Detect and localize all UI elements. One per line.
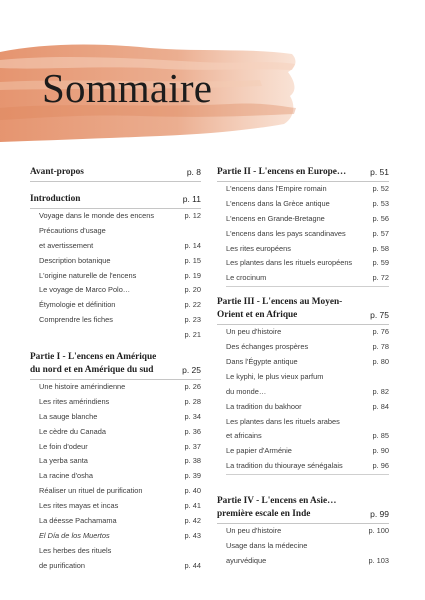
entry-page: p. 78 — [372, 342, 389, 352]
toc-entry[interactable] — [226, 355, 389, 370]
toc-entry[interactable] — [39, 410, 201, 425]
entry-page: p. 57 — [372, 228, 389, 238]
entry-page: p. 39 — [184, 471, 201, 481]
partie-2-items — [217, 182, 389, 287]
entry-page: p. 41 — [184, 501, 201, 511]
toc-entry[interactable] — [226, 385, 389, 400]
section-page: p. 11 — [182, 194, 201, 204]
entry-page: p. 42 — [184, 516, 201, 526]
toc-entry[interactable] — [226, 256, 389, 271]
toc-section-partie-4[interactable] — [217, 495, 389, 524]
entry-title: et africains — [226, 431, 262, 441]
section-page: p. 51 — [370, 167, 389, 177]
toc-entry[interactable] — [226, 539, 389, 554]
entry-page: p. 36 — [184, 426, 201, 436]
entry-title: du monde… — [226, 386, 267, 396]
toc-entry[interactable] — [226, 182, 389, 197]
entry-title: ayurvédique — [226, 555, 267, 565]
entry-title: La yerba santa — [39, 456, 88, 466]
section-title — [30, 351, 156, 377]
toc-section-partie-2[interactable] — [217, 164, 389, 182]
section-page: p. 8 — [186, 167, 201, 177]
entry-page: p. 103 — [368, 555, 389, 565]
entry-title: La tradition du thiouraye sénégalais — [226, 461, 343, 471]
toc-entry[interactable] — [226, 459, 389, 475]
entry-title: La sauge blanche — [39, 411, 98, 421]
entry-page: p. 34 — [184, 411, 201, 421]
toc-entry[interactable] — [226, 554, 389, 569]
section-title: Partie II - L'encens en Europe… — [217, 167, 347, 177]
section-title-line-2: du nord et en Amérique du sud — [30, 365, 154, 376]
entry-title: Les rites européens — [226, 243, 291, 253]
section-title-line-1: Partie III - L'encens au Moyen- — [217, 297, 343, 308]
toc-entry[interactable] — [39, 395, 201, 410]
entry-page: p. 59 — [372, 258, 389, 268]
entry-title: Le kyphi, le plus vieux parfum — [226, 371, 324, 381]
entry-title: Précautions d'usage — [39, 225, 106, 235]
entry-title: L'encens dans la Grèce antique — [226, 198, 330, 208]
toc-entry[interactable] — [39, 469, 201, 484]
toc-entry[interactable] — [226, 370, 389, 385]
toc-entry[interactable] — [39, 209, 201, 224]
entry-title: L'encens en Grande-Bretagne — [226, 213, 325, 223]
entry-title: L'origine naturelle de l'encens — [39, 270, 137, 280]
toc-entry[interactable] — [39, 328, 201, 343]
entry-page: p. 28 — [184, 396, 201, 406]
entry-page: p. 52 — [372, 183, 389, 193]
entry-title: El Día de los Muertos — [39, 530, 110, 540]
toc-entry[interactable] — [39, 239, 201, 254]
entry-title: Le papier d'Arménie — [226, 446, 292, 456]
toc-entry[interactable] — [226, 340, 389, 355]
entry-title: et avertissement — [39, 240, 94, 250]
entry-page: p. 82 — [372, 386, 389, 396]
toc-left-column — [30, 164, 201, 574]
toc-entry[interactable] — [226, 415, 389, 430]
entry-title: Le crocinum — [226, 273, 267, 283]
entry-page: p. 20 — [184, 285, 201, 295]
entry-title: Usage dans la médecine — [226, 541, 308, 551]
entry-page: p. 14 — [184, 240, 201, 250]
entry-page: p. 76 — [372, 327, 389, 337]
section-title: Avant-propos — [30, 167, 84, 177]
toc-right-column — [217, 164, 389, 569]
introduction-items — [30, 209, 201, 343]
entry-title: Une histoire amérindienne — [39, 382, 126, 391]
toc-entry[interactable] — [39, 224, 201, 239]
toc-entry[interactable] — [39, 254, 201, 269]
entry-title: Étymologie et définition — [39, 300, 116, 310]
entry-title: La déesse Pachamama — [39, 516, 117, 526]
section-page: p. 99 — [370, 509, 389, 520]
entry-title: Le voyage de Marco Polo… — [39, 285, 131, 295]
entry-page: p. 21 — [184, 330, 201, 340]
entry-page: p. 58 — [372, 243, 389, 253]
toc-entry[interactable] — [39, 529, 201, 544]
entry-title: Les rites mayas et incas — [39, 501, 119, 511]
entry-page: p. 53 — [372, 198, 389, 208]
entry-page: p. 80 — [372, 357, 389, 366]
section-title: Introduction — [30, 194, 81, 204]
entry-page: p. 22 — [184, 300, 201, 310]
entry-title: Des échanges prospères — [226, 342, 309, 352]
entry-page: p. 44 — [184, 560, 201, 570]
entry-page: p. 23 — [184, 315, 201, 325]
section-title — [217, 495, 336, 521]
toc-section-introduction[interactable] — [30, 191, 201, 209]
toc-section-avant-propos[interactable] — [30, 164, 201, 182]
entry-title: Les herbes des rituels — [39, 545, 112, 555]
toc-entry[interactable] — [226, 444, 389, 459]
entry-page: p. 85 — [372, 431, 389, 441]
entry-title: Réaliser un rituel de purification — [39, 486, 143, 496]
page-title: Sommaire — [42, 65, 213, 111]
toc-entry[interactable] — [39, 499, 201, 514]
entry-page: p. 38 — [184, 456, 201, 466]
toc-entry[interactable] — [226, 325, 389, 340]
section-title — [217, 296, 342, 322]
entry-title: La racine d'osha — [39, 471, 94, 481]
toc-entry[interactable] — [226, 212, 389, 227]
entry-title: Voyage dans le monde des encens — [39, 210, 155, 220]
entry-title: Le foin d'odeur — [39, 441, 88, 451]
entry-page: p. 56 — [372, 213, 389, 223]
entry-title: Les plantes dans les rituels européens — [226, 258, 353, 268]
entry-title: Un peu d'histoire — [226, 526, 282, 536]
toc-entry[interactable] — [226, 400, 389, 415]
toc-entry[interactable] — [39, 544, 201, 559]
entry-title: Les plantes dans les rituels arabes — [226, 416, 340, 426]
toc-entry[interactable] — [39, 269, 201, 284]
toc-entry[interactable] — [39, 313, 201, 328]
entry-page: p. 84 — [372, 401, 389, 411]
toc-entry[interactable] — [39, 559, 201, 574]
section-page: p. 25 — [182, 365, 201, 376]
entry-title: L'encens dans l'Empire romain — [226, 183, 327, 193]
section-title-line-2: Orient et en Afrique — [217, 310, 298, 321]
toc-entry[interactable] — [226, 227, 389, 242]
toc-entry[interactable] — [226, 429, 389, 444]
toc-entry[interactable] — [39, 425, 201, 440]
entry-title: Dans l'Égypte antique — [226, 357, 298, 366]
entry-title: Un peu d'histoire — [226, 327, 282, 337]
toc-entry[interactable] — [226, 524, 389, 539]
entry-title: Comprendre les fiches — [39, 315, 113, 325]
toc-entry[interactable] — [39, 380, 201, 395]
entry-page: p. 96 — [372, 461, 389, 471]
section-title-line-2: première escale en Inde — [217, 509, 311, 520]
entry-page: p. 100 — [368, 526, 389, 536]
partie-4-items — [217, 524, 389, 569]
entry-page: p. 19 — [184, 270, 201, 280]
toc-section-partie-1[interactable] — [30, 351, 201, 380]
section-page: p. 75 — [370, 310, 389, 321]
entry-page: p. 43 — [184, 530, 201, 540]
toc-entry[interactable] — [39, 514, 201, 529]
section-title-line-1: Partie IV - L'encens en Asie… — [217, 496, 337, 507]
entry-page: p. 12 — [184, 210, 201, 220]
entry-title: La tradition du bakhoor — [226, 401, 302, 411]
toc-entry[interactable] — [226, 242, 389, 257]
entry-page: p. 15 — [184, 255, 201, 265]
entry-title: Le cèdre du Canada — [39, 426, 106, 436]
toc-entry[interactable] — [39, 440, 201, 455]
entry-page: p. 37 — [184, 441, 201, 451]
entry-page: p. 90 — [372, 446, 389, 456]
entry-title: Les rites amérindiens — [39, 396, 110, 406]
toc-section-partie-3[interactable] — [217, 296, 389, 325]
entry-page: p. 72 — [372, 273, 389, 283]
entry-title: de purification — [39, 560, 86, 570]
entry-title: L'encens dans les pays scandinaves — [226, 228, 346, 238]
toc-entry[interactable] — [39, 283, 201, 298]
toc-entry[interactable] — [39, 484, 201, 499]
toc-entry[interactable] — [226, 197, 389, 212]
entry-page: p. 26 — [184, 382, 201, 391]
toc-entry[interactable] — [226, 271, 389, 287]
section-title-line-1: Partie I - L'encens en Amérique — [30, 352, 157, 363]
toc-entry[interactable] — [39, 298, 201, 313]
toc-entry[interactable] — [39, 454, 201, 469]
entry-title: Description botanique — [39, 255, 111, 265]
partie-3-items — [217, 325, 389, 475]
entry-page: p. 40 — [184, 486, 201, 496]
partie-1-items — [30, 380, 201, 574]
